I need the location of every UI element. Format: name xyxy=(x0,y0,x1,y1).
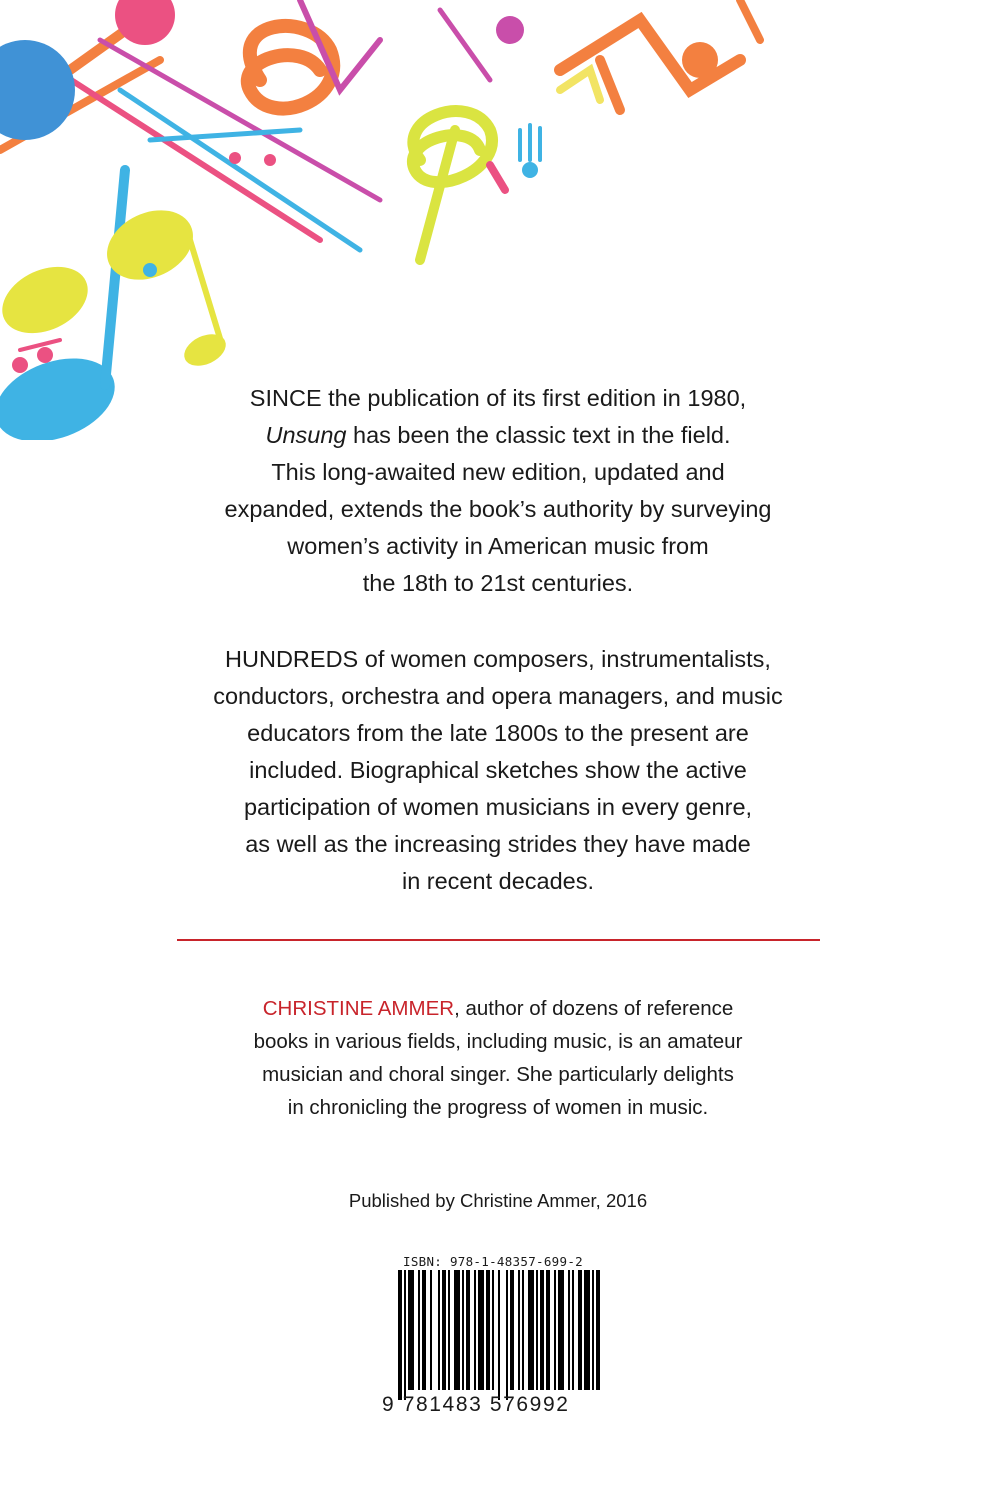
barcode-bar xyxy=(438,1270,440,1390)
barcode-bar xyxy=(536,1270,538,1390)
blurb-line: conductors, orchestra and opera managers, and music xyxy=(213,683,783,709)
barcode-bar xyxy=(408,1270,414,1390)
barcode-bar xyxy=(486,1270,490,1390)
barcode-bar xyxy=(510,1270,514,1390)
barcode-bar xyxy=(466,1270,470,1390)
blurb-paragraph-1 xyxy=(140,380,856,602)
music-notes-illustration xyxy=(0,0,996,440)
barcode-bar xyxy=(454,1270,460,1390)
barcode-bar xyxy=(422,1270,426,1390)
blurb-line: educators from the late 1800s to the present are xyxy=(247,720,749,746)
barcode-digits: 9 781483 576992 xyxy=(382,1393,570,1416)
blurb-line: SINCE the publication of its first edition in 1980, xyxy=(249,385,747,411)
blurb-line: included. Biographical sketches show the active xyxy=(249,757,747,783)
barcode-bar xyxy=(528,1270,534,1390)
blurb-line: expanded, extends the book’s authority by surveying xyxy=(224,496,772,522)
barcode-bar xyxy=(448,1270,450,1390)
barcode-bar xyxy=(546,1270,550,1390)
bio-line: books in various fields, including music, is an amateur xyxy=(253,1030,743,1053)
barcode-bar xyxy=(478,1270,484,1390)
blurb-paragraph-2 xyxy=(140,641,856,900)
barcode-bar xyxy=(442,1270,446,1390)
blurb-line: HUNDREDS of women composers, instrumentalists, xyxy=(225,646,771,672)
barcode-bar xyxy=(568,1270,570,1390)
barcode-bars xyxy=(398,1270,600,1400)
barcode-bar xyxy=(572,1270,574,1390)
barcode-bar xyxy=(558,1270,564,1390)
barcode-bar xyxy=(498,1270,500,1400)
blurb-line: in recent decades. xyxy=(401,868,595,894)
barcode-bar xyxy=(404,1270,406,1400)
barcode-bar xyxy=(592,1270,594,1390)
bio-line: musician and choral singer. She particularly delights xyxy=(262,1063,734,1086)
barcode-bar xyxy=(578,1270,582,1390)
barcode-bar xyxy=(518,1270,520,1390)
barcode-bar xyxy=(474,1270,476,1390)
blurb-line: participation of women musicians in every genre, xyxy=(243,794,753,820)
barcode-bar xyxy=(554,1270,556,1390)
blurb-line: as well as the increasing strides they have made xyxy=(245,831,751,857)
barcode-bar xyxy=(584,1270,590,1390)
publisher-line: Published by Christine Ammer, 2016 xyxy=(348,1190,648,1211)
blurb-line: Unsung has been the classic text in the field. xyxy=(265,422,731,448)
barcode-bar xyxy=(506,1270,508,1400)
barcode-bar xyxy=(398,1270,402,1400)
bio-line: CHRISTINE AMMER, author of dozens of reference xyxy=(262,997,734,1020)
barcode-bar xyxy=(430,1270,432,1390)
section-divider xyxy=(177,939,820,941)
author-name: CHRISTINE AMMER xyxy=(262,997,455,1020)
bio-line: in chronicling the progress of women in music. xyxy=(287,1096,709,1119)
blurb-line: This long-awaited new edition, updated and xyxy=(271,459,725,485)
barcode-bar xyxy=(462,1270,464,1390)
isbn-label: ISBN: 978-1-48357-699-2 xyxy=(403,1254,583,1269)
barcode-bar xyxy=(418,1270,420,1390)
barcode-bar xyxy=(596,1270,600,1390)
blurb-line: the 18th to 21st centuries. xyxy=(362,570,634,596)
barcode-bar xyxy=(540,1270,544,1390)
barcode-bar xyxy=(492,1270,494,1390)
barcode-bar xyxy=(522,1270,524,1390)
book-title: Unsung xyxy=(265,422,347,448)
blurb-line: women’s activity in American music from xyxy=(287,533,709,559)
author-bio xyxy=(140,992,856,1124)
